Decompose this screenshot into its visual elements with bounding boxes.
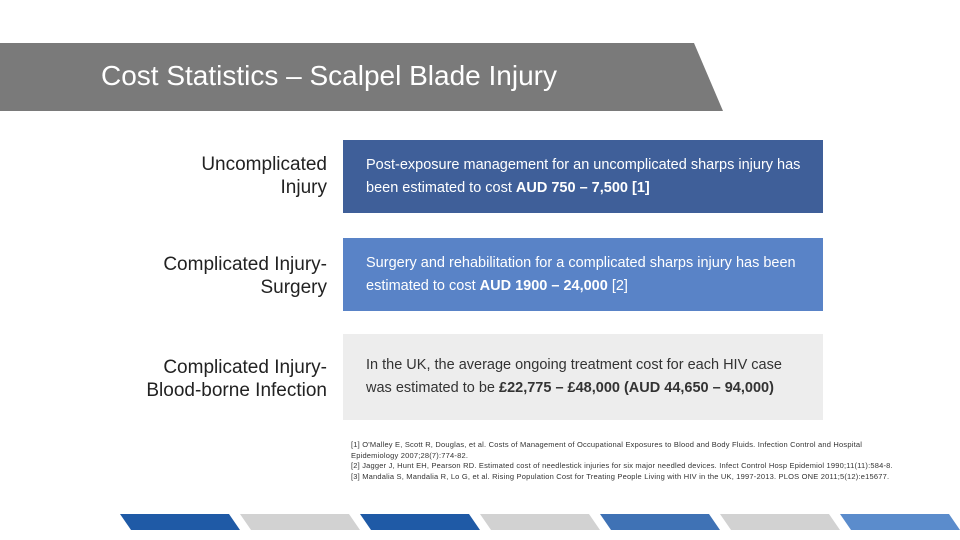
cost-box-bloodborne (343, 334, 823, 420)
cost-text-ref: [2] (607, 277, 628, 294)
cost-text-plain: In the UK, the average ongoing treatment cost for each HIV case was estimated to be (366, 357, 782, 396)
page-title: Cost Statistics – Scalpel Blade Injury (101, 60, 557, 91)
cost-text (366, 252, 809, 298)
reference-item: [2] Jagger J, Hunt EH, Pearson RD. Estimated cost of needlestick injuries for six major needled devices. Infect Control Hosp Epidemiol 1990;11(11):584-8. (351, 461, 893, 470)
cost-box-uncomplicated (343, 140, 823, 213)
cost-text-ref: [1] (627, 179, 650, 196)
cost-text-plain: Post-exposure management for an uncomplicated sharps injury has been estimated to cost (366, 156, 801, 196)
row-label-line: Blood-borne Infection (146, 380, 327, 401)
cost-text-aud: (AUD 44,650 – 94,000) (619, 380, 774, 396)
row-label-bloodborne (97, 356, 327, 402)
row-label-line: Injury (280, 177, 327, 198)
row-label-line: Complicated Injury- (163, 357, 327, 378)
row-label-uncomplicated (147, 153, 327, 199)
reference-item: [1] O'Malley E, Scott R, Douglas, et al. Costs of Management of Occupational Exposures to Blood and Body Fluids. Infection Control and Hospital Epidemiology 2007;28(7):774-82. (351, 440, 863, 460)
footer-stripe-segment (840, 514, 960, 530)
cost-text-amount: AUD 750 – 7,500 (515, 179, 628, 196)
footer-stripe-segment (360, 514, 480, 530)
cost-text (366, 154, 809, 200)
cost-text-amount: £22,775 – £48,000 (499, 380, 620, 396)
footer-stripe-segment (600, 514, 720, 530)
footer-stripe (120, 514, 960, 530)
footer-stripe-segment (240, 514, 360, 530)
footer-stripe-segment (120, 514, 240, 530)
cost-box-surgery (343, 238, 823, 311)
row-label-line: Surgery (260, 277, 327, 298)
reference-item: [3] Mandalia S, Mandalia R, Lo G, et al. Rising Population Cost for Treating People Living with HIV in the UK, 1997-2013. PLOS ONE 2011;5(12):e15677. (351, 471, 890, 481)
row-label-line: Uncomplicated (201, 154, 327, 175)
footer-stripe-segment (480, 514, 600, 530)
row-label-line: Complicated Injury- (163, 254, 327, 275)
cost-text-plain: Surgery and rehabilitation for a complicated sharps injury has been estimated to cost (366, 254, 796, 294)
row-label-surgery (107, 253, 327, 299)
footer-stripe-segment (720, 514, 840, 530)
references (351, 440, 911, 482)
cost-text (366, 354, 809, 400)
cost-text-amount: AUD 1900 – 24,000 (479, 277, 608, 294)
